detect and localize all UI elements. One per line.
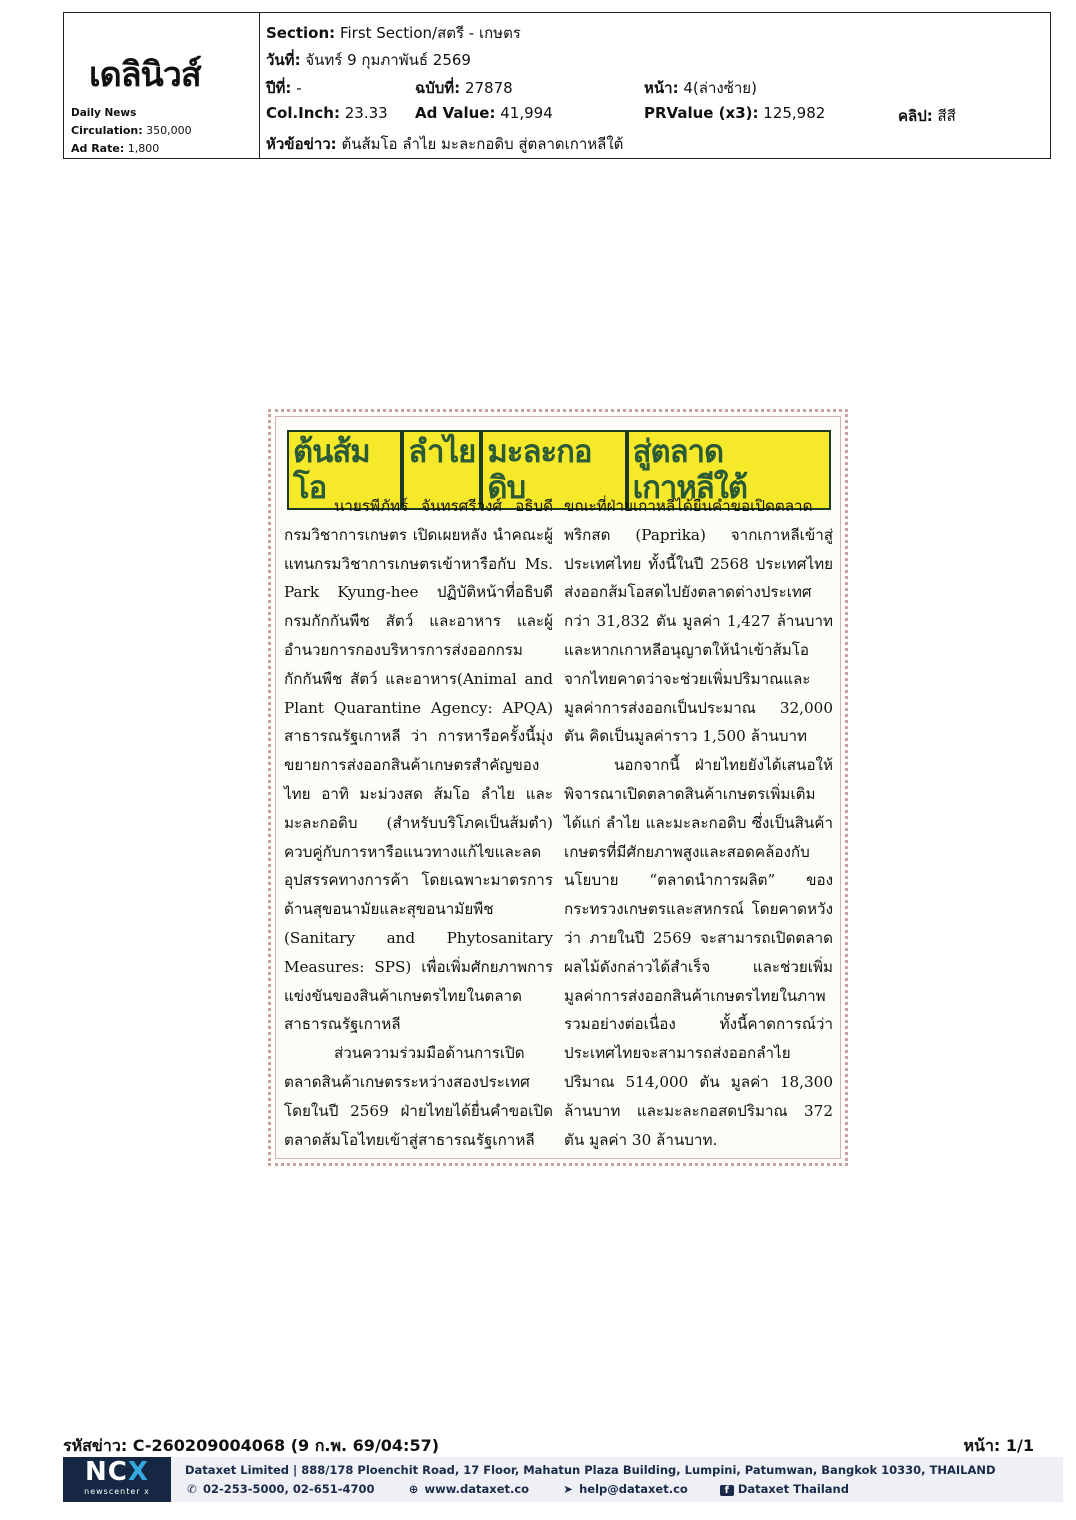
section-row bbox=[266, 21, 521, 45]
article-paragraph: ส่วนความร่วมมือด้านการเปิดตลาดสินค้าเกษตรระหว่างสองประเทศ โดยในปี 2569 ฝ่ายไทยได้ยื่นคำขอเปิดตลาดส้มโอไทยเข้าสู่สาธารณรัฐเกาหลี bbox=[284, 1044, 553, 1149]
issue-field bbox=[415, 76, 513, 100]
colinch-value: 23.33 bbox=[344, 104, 388, 122]
prvalue-field bbox=[644, 104, 825, 122]
contact-phone bbox=[185, 1482, 375, 1496]
ncx-logo-main: NC bbox=[85, 1457, 128, 1487]
year-value: - bbox=[296, 79, 302, 97]
contact-facebook[interactable] bbox=[720, 1482, 849, 1496]
phone-text: 02-253-5000, 02-651-4700 bbox=[203, 1482, 375, 1496]
page-label: หน้า: bbox=[644, 79, 679, 97]
publication-panel bbox=[64, 13, 260, 158]
section-label: Section: bbox=[266, 24, 336, 42]
contact-row bbox=[185, 1482, 877, 1496]
page-value: 4(ล่างซ้าย) bbox=[683, 79, 757, 97]
headline-label: หัวข้อข่าว: bbox=[266, 135, 337, 153]
headline-word-1: ต้นส้มโอ bbox=[287, 430, 402, 510]
contact-email[interactable] bbox=[561, 1482, 688, 1496]
section-value: First Section/สตรี - เกษตร bbox=[339, 24, 521, 42]
colinch-label: Col.Inch: bbox=[266, 104, 340, 122]
headline-word-4: สู่ตลาดเกาหลีใต้ bbox=[627, 430, 831, 510]
circulation bbox=[71, 124, 192, 137]
clip-value: สีสี bbox=[937, 107, 956, 125]
news-code: รหัสข่าว: C-260209004068 (9 ก.พ. 69/04:57) bbox=[63, 1436, 440, 1455]
date-label: วันที่: bbox=[266, 51, 301, 69]
ncx-logo-subtitle: newscenter x bbox=[84, 1487, 150, 1496]
ad-rate-value: 1,800 bbox=[127, 142, 160, 155]
year-field bbox=[266, 76, 302, 100]
clipping-header bbox=[63, 12, 1051, 159]
prvalue-label: PRValue (x3): bbox=[644, 104, 759, 122]
prvalue-value: 125,982 bbox=[763, 104, 826, 122]
clipping-meta bbox=[260, 13, 1050, 158]
article-paragraph: นอกจากนี้ ฝ่ายไทยยังได้เสนอให้พิจารณาเปิดตลาดสินค้าเกษตรเพิ่มเติม ได้แก่ ลำไย และมะละกอดิบ ซึ่งเป็นสินค้าเกษตรที่มีศักยภาพสูงและสอดคล้องกับนโยบาย “ตลาดนำการผลิต” ของกระทรวงเกษตรและสหกรณ์ โดยคาดหวังว่า ภายในปี 2569 จะสามารถเปิดตลาดผลไม้ดังกล่าวได้สำเร็จ และช่วยเพิ่มมูลค่าการส่งออกสินค้าเกษตรไทยในภาพรวมอย่างต่อเนื่อง ทั้งนี้คาดการณ์ว่า ประเทศไทยจะสามารถส่งออกลำไยปริมาณ 514,000 ตัน มูลค่า 18,300 ล้านบาท และมะละกอสดปริมาณ 372 ตัน มูลค่า 30 ล้านบาท. bbox=[564, 756, 833, 1149]
clip-label: คลิป: bbox=[898, 107, 933, 125]
colinch-field bbox=[266, 104, 388, 122]
contact-website[interactable] bbox=[407, 1482, 530, 1496]
circulation-value: 350,000 bbox=[146, 124, 192, 137]
clip-field bbox=[898, 104, 956, 128]
advalue-field bbox=[415, 104, 553, 122]
year-label: ปีที่: bbox=[266, 79, 292, 97]
facebook-icon: f bbox=[720, 1485, 734, 1496]
date-value: จันทร์ 9 กุมภาพันธ์ 2569 bbox=[305, 51, 471, 69]
facebook-text[interactable]: Dataxet Thailand bbox=[737, 1482, 849, 1496]
website-text[interactable]: www.dataxet.co bbox=[424, 1482, 530, 1496]
issue-value: 27878 bbox=[464, 79, 513, 97]
page-number: หน้า: 1/1 bbox=[963, 1436, 1034, 1455]
circulation-label: Circulation: bbox=[71, 124, 143, 137]
globe-icon: ⊕ bbox=[408, 1482, 419, 1496]
headline-word-3: มะละกอดิบ bbox=[481, 430, 626, 510]
article-column-right bbox=[564, 492, 833, 1154]
send-icon: ➤ bbox=[563, 1482, 573, 1496]
date-row bbox=[266, 48, 471, 72]
ad-rate-label: Ad Rate: bbox=[71, 142, 125, 155]
publication-logo: เดลินิวส์ bbox=[89, 55, 201, 95]
advalue-value: 41,994 bbox=[500, 104, 553, 122]
headline-row bbox=[266, 132, 623, 156]
ncx-logo-x: X bbox=[127, 1457, 149, 1487]
ncx-logo bbox=[63, 1457, 171, 1502]
article-paragraph: ขณะที่ฝ่ายเกาหลีได้ยื่นคำขอเปิดตลาดพริกสด (Paprika) จากเกาหลีเข้าสู่ประเทศไทย ทั้งนี้ในปี 2568 ประเทศไทยส่งออกส้มโอสดไปยังตลาดต่างประเทศกว่า 31,832 ตัน มูลค่า 1,427 ล้านบาท และหากเกาหลีอนุญาตให้นำเข้าส้มโอจากไทยคาดว่าจะช่วยเพิ่มปริมาณและมูลค่าการส่งออกเป็นประมาณ 32,000 ตัน คิดเป็นมูลค่าราว 1,500 ล้านบาท bbox=[564, 497, 833, 746]
email-text[interactable]: help@dataxet.co bbox=[579, 1482, 688, 1496]
headline-value: ต้นส้มโอ ลำไย มะละกอดิบ สู่ตลาดเกาหลีใต้ bbox=[341, 135, 624, 153]
page-field bbox=[644, 76, 757, 100]
footer-bar bbox=[63, 1457, 1063, 1502]
publication-name: Daily News bbox=[71, 107, 137, 119]
article-paragraph: นายรพีภัทร์ จันทรศรีวงศ์ อธิบดีกรมวิชาการเกษตร เปิดเผยหลัง นำคณะผู้แทนกรมวิชาการเกษตรเข้าหารือกับ Ms. Park Kyung-hee ปฏิบัติหน้าที่อธิบดีกรมกักกันพืช สัตว์ และอาหาร และผู้อำนวยการกองบริหารการส่งออกกรมกักกันพืช สัตว์ และอาหาร(Animal and Plant Quarantine Agency: APQA) สาธารณรัฐเกาหลี ว่า การหารือครั้งนี้มุ่งขยายการส่งออกสินค้าเกษตรสำคัญของไทย อาทิ มะม่วงสด ส้มโอ ลำไย และมะละกอดิบ (สำหรับบริโภคเป็นส้มตำ) ควบคู่กับการหารือแนวทางแก้ไขและลดอุปสรรคทางการค้า โดยเฉพาะมาตรการด้านสุขอนามัยและสุขอนามัยพืช (Sanitary and Phytosanitary Measures: SPS) เพื่อเพิ่มศักยภาพการแข่งขันของสินค้าเกษตรไทยในตลาดสาธารณรัฐเกาหลี bbox=[284, 497, 553, 1034]
article-clipping bbox=[268, 409, 848, 1166]
headline-word-2: ลำไย bbox=[402, 430, 481, 510]
advalue-label: Ad Value: bbox=[415, 104, 496, 122]
ad-rate bbox=[71, 142, 159, 155]
company-address: Dataxet Limited | 888/178 Ploenchit Road, 17 Floor, Mahatun Plaza Building, Lumpini, Patumwan, Bangkok 10330, THAILAND bbox=[185, 1463, 996, 1477]
article-column-left bbox=[284, 492, 553, 1154]
issue-label: ฉบับที่: bbox=[415, 79, 461, 97]
phone-icon: ✆ bbox=[187, 1482, 197, 1496]
